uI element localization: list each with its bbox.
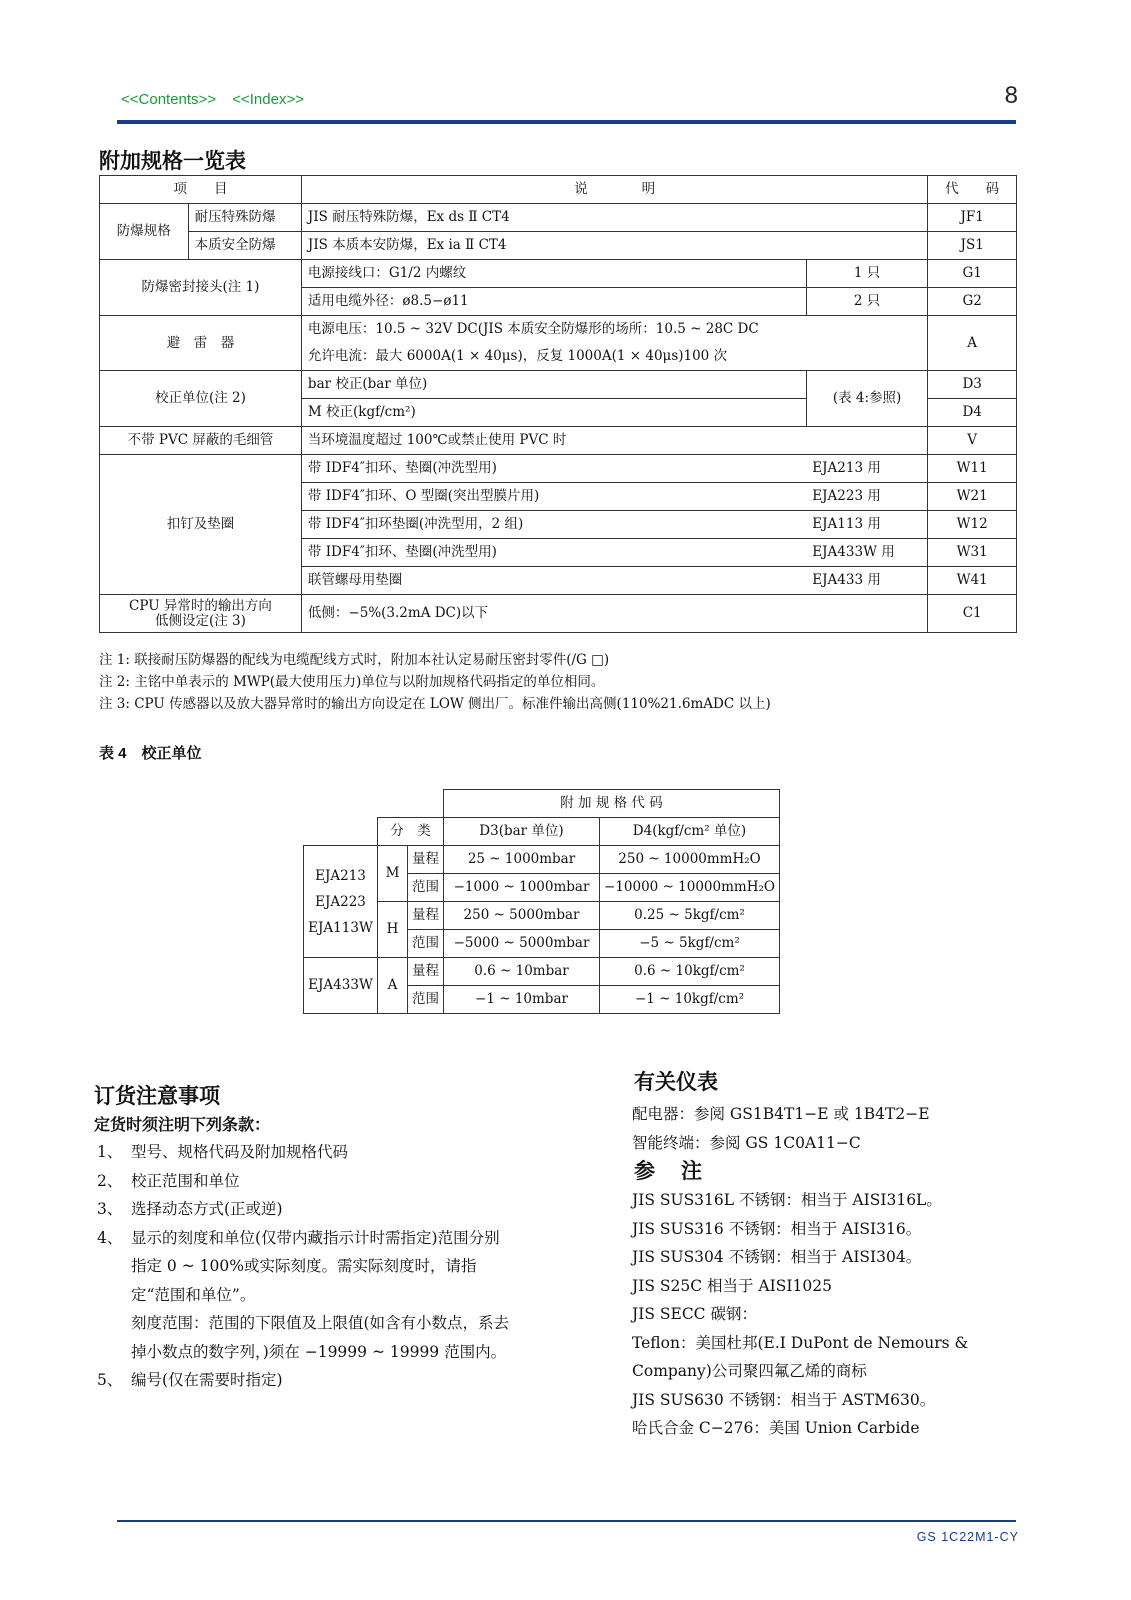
col-item-header: 项 目: [100, 176, 302, 204]
table-row: [100, 595, 1017, 633]
seal-code: G2: [928, 288, 1017, 316]
model-group-2: EJA433W: [304, 958, 378, 1014]
item-number: 5、: [97, 1371, 123, 1389]
spec-header-row: [100, 176, 1017, 204]
list-item: [97, 1167, 537, 1196]
d3-cell: −1 ~ 10mbar: [444, 986, 600, 1014]
pvc-code: V: [928, 427, 1017, 455]
note-line: 注 1: 联接耐压防爆器的配线为电缆配线方式时，附加本社认定易耐压密封零件(/G □): [99, 652, 610, 668]
explosion-group: 防爆规格: [100, 204, 189, 260]
class-cell: M: [378, 846, 408, 902]
cal-header-d4: D4(kgf/cm² 单位): [600, 818, 780, 846]
header-links: [121, 91, 316, 108]
note-line: 注 3: CPU 传感器以及放大器异常时的输出方向设定在 LOW 侧出厂。标准件输出高侧(110%21.6mADC 以上): [99, 696, 771, 712]
arrester-line: 电源电压：10.5 ~ 32V DC(JIS 本质安全防爆形的场所：10.5 ~ 28C DC: [301, 316, 927, 344]
d4-cell: −1 ~ 10kgf/cm²: [600, 986, 780, 1014]
col-code-header: 代 码: [928, 176, 1017, 204]
gasket-model: EJA433 用: [806, 567, 928, 595]
kind-cell: 范围: [408, 874, 444, 902]
seal-code: G1: [928, 260, 1017, 288]
gasket-desc: 带 IDF4″扣环、垫圈(冲洗型用): [301, 455, 806, 483]
d3-cell: 250 ~ 5000mbar: [444, 902, 600, 930]
col-desc-header: 说 明: [301, 176, 927, 204]
table-row: [100, 427, 1017, 455]
cpu-item: [100, 595, 302, 633]
item-number: 4、: [97, 1228, 123, 1247]
gasket-code: W12: [928, 511, 1017, 539]
table-row: [100, 316, 1017, 344]
kind-cell: 量程: [408, 846, 444, 874]
reference-line: JIS SUS630 不锈钢：相当于 ASTM630。: [632, 1390, 936, 1409]
gasket-desc: 带 IDF4″扣环垫圈(冲洗型用，2 组): [301, 511, 806, 539]
gasket-code: W41: [928, 567, 1017, 595]
reference-line: JIS SECC 碳钢：: [632, 1305, 757, 1323]
item-number: 1、: [97, 1143, 123, 1161]
contents-link[interactable]: <<Contents>>: [121, 91, 217, 108]
list-item: [97, 1195, 537, 1224]
gasket-model: EJA223 用: [806, 483, 928, 511]
page-number: 8: [1004, 82, 1018, 109]
gasket-desc: 带 IDF4″扣环、O 型圈(突出型膜片用): [301, 483, 806, 511]
calibration-table: [303, 789, 780, 1014]
model-name: EJA113W: [308, 919, 373, 936]
arrester-line: 允许电流：最大 6000A(1 × 40μs)，反复 1000A(1 × 40μs)100 次: [301, 343, 927, 371]
explosion-desc: JIS 本质本安防爆，Ex ia Ⅱ CT4: [301, 232, 927, 260]
list-item: [97, 1138, 537, 1167]
cal-blank-cell: [304, 818, 378, 846]
item-text: 选择动态方式(正或逆): [131, 1200, 283, 1218]
cpu-desc: 低侧：−5%(3.2mA DC)以下: [301, 595, 927, 633]
cal-blank-cell: [304, 790, 444, 818]
cal-code: D3: [928, 371, 1017, 399]
cpu-code: C1: [928, 595, 1017, 633]
kind-cell: 范围: [408, 930, 444, 958]
related-list: [632, 1100, 930, 1157]
reference-list: [632, 1186, 1012, 1443]
item-text: 校正范围和单位: [131, 1171, 240, 1190]
gasket-code: W21: [928, 483, 1017, 511]
gasket-group: 扣钉及垫圈: [100, 455, 302, 595]
cal-desc: bar 校正(bar 单位): [301, 371, 806, 399]
item-number: 3、: [97, 1200, 123, 1218]
ordering-list: [97, 1138, 537, 1395]
arrester-group: 避 雷 器: [100, 316, 302, 371]
footer-doc-code: GS 1C22M1-CY: [916, 1530, 1019, 1544]
class-cell: A: [378, 958, 408, 1014]
item-text: 显示的刻度和单位(仅带内藏指示计时需指定)范围分别指定 0 ~ 100%或实际刻度。需实际刻度时，请指定“范围和单位”。: [131, 1228, 500, 1304]
item-text: 编号(仅在需要时指定): [131, 1371, 283, 1389]
item-text: 型号、规格代码及附加规格代码: [131, 1143, 349, 1161]
table-row: [100, 232, 1017, 260]
gasket-code: W31: [928, 539, 1017, 567]
cal-header-row: [304, 818, 780, 846]
seal-desc: 适用电缆外径：ø8.5−ø11: [301, 288, 806, 316]
kind-cell: 范围: [408, 986, 444, 1014]
ordering-title: 订货注意事项: [94, 1085, 220, 1108]
reference-line: 哈氏合金 C−276：美国 Union Carbide: [632, 1419, 920, 1437]
seal-qty: 1 只: [806, 260, 928, 288]
spec-table: [99, 175, 1017, 633]
d4-cell: −10000 ~ 10000mmH₂O: [600, 874, 780, 902]
cpu-item-line2: 低侧设定(注 3): [155, 612, 246, 629]
reference-line: JIS SUS316 不锈钢：相当于 AISI316。: [632, 1219, 922, 1238]
class-cell: H: [378, 902, 408, 958]
kind-cell: 量程: [408, 958, 444, 986]
header-rule: [117, 120, 1016, 124]
pvc-desc: 当环境温度超过 100℃或禁止使用 PVC 时: [301, 427, 927, 455]
cal-header-top: 附 加 规 格 代 码: [444, 790, 780, 818]
gasket-model: EJA433W 用: [806, 539, 928, 567]
cal-group: 校正单位(注 2): [100, 371, 302, 427]
d3-cell: 0.6 ~ 10mbar: [444, 958, 600, 986]
cal-code: D4: [928, 399, 1017, 427]
seal-group: 防爆密封接头(注 1): [100, 260, 302, 316]
gasket-code: W11: [928, 455, 1017, 483]
ordering-subtitle: 定货时须注明下列条款：: [94, 1117, 271, 1134]
reference-line: JIS SUS316L 不锈钢：相当于 AISI316L。: [632, 1191, 942, 1209]
reference-line: JIS SUS304 不锈钢：相当于 AISI304。: [632, 1248, 922, 1266]
item-number: 2、: [97, 1171, 123, 1190]
seal-desc: 电源接线口：G1/2 内螺纹: [301, 260, 806, 288]
arrester-code: A: [928, 316, 1017, 371]
gasket-desc: 带 IDF4″扣环、垫圈(冲洗型用): [301, 539, 806, 567]
model-group-1: [304, 846, 378, 958]
list-item: [97, 1366, 537, 1395]
d4-cell: 0.6 ~ 10kgf/cm²: [600, 958, 780, 986]
table-row: [100, 260, 1017, 288]
table-row: [100, 204, 1017, 232]
cal-note: (表 4:参照): [806, 371, 928, 427]
related-title: 有关仪表: [634, 1071, 718, 1094]
related-line: 配电器：参阅 GS1B4T1−E 或 1B4T2−E: [632, 1105, 930, 1123]
note-line: 注 2: 主铭中单表示的 MWP(最大使用压力)单位与以附加规格代码指定的单位相同。: [99, 674, 605, 690]
index-link[interactable]: <<Index>>: [232, 91, 304, 108]
explosion-sub: 本质安全防爆: [188, 232, 301, 260]
table-row: [304, 958, 780, 986]
reference-line: Teflon：美国杜邦(E.I DuPont de Nemours & Company)公司聚四氟乙烯的商标: [632, 1333, 969, 1380]
explosion-code: JS1: [928, 232, 1017, 260]
explosion-sub: 耐压特殊防爆: [188, 204, 301, 232]
reference-title: 参注: [634, 1160, 728, 1183]
d3-cell: −5000 ~ 5000mbar: [444, 930, 600, 958]
cal-header-d3: D3(bar 单位): [444, 818, 600, 846]
spec-title: 附加规格一览表: [99, 150, 246, 173]
cal-header-class: 分 类: [378, 818, 444, 846]
item-continuation: 刻度范围：范围的下限值及上限值(如含有小数点，系去掉小数点的数字列，)须在 −19999 ~ 19999 范围内。: [131, 1314, 510, 1361]
cpu-item-line1: CPU 异常时的输出方向: [129, 597, 272, 614]
model-name: EJA213: [315, 867, 366, 884]
d3-cell: 25 ~ 1000mbar: [444, 846, 600, 874]
d4-cell: 250 ~ 10000mmH₂O: [600, 846, 780, 874]
gasket-desc: 联管螺母用垫圈: [301, 567, 806, 595]
footer-rule: [117, 1520, 1016, 1522]
explosion-desc: JIS 耐压特殊防爆，Ex ds Ⅱ CT4: [301, 204, 927, 232]
reference-line: JIS S25C 相当于 AISI1025: [632, 1276, 832, 1295]
cal-header-row: [304, 790, 780, 818]
notes: [99, 649, 771, 715]
table-row: [100, 455, 1017, 483]
seal-qty: 2 只: [806, 288, 928, 316]
related-line: 智能终端：参阅 GS 1C0A11−C: [632, 1133, 861, 1152]
pvc-item: 不带 PVC 屏蔽的毛细管: [100, 427, 302, 455]
table-row: [304, 846, 780, 874]
explosion-code: JF1: [928, 204, 1017, 232]
gasket-model: EJA213 用: [806, 455, 928, 483]
table-row: [100, 371, 1017, 399]
cal-desc: M 校正(kgf/cm²): [301, 399, 806, 427]
d4-cell: 0.25 ~ 5kgf/cm²: [600, 902, 780, 930]
kind-cell: 量程: [408, 902, 444, 930]
model-name: EJA223: [315, 893, 366, 910]
d3-cell: −1000 ~ 1000mbar: [444, 874, 600, 902]
gasket-model: EJA113 用: [806, 511, 928, 539]
table4-title: 表 4 校正单位: [99, 745, 202, 762]
d4-cell: −5 ~ 5kgf/cm²: [600, 930, 780, 958]
list-item: [97, 1224, 537, 1310]
